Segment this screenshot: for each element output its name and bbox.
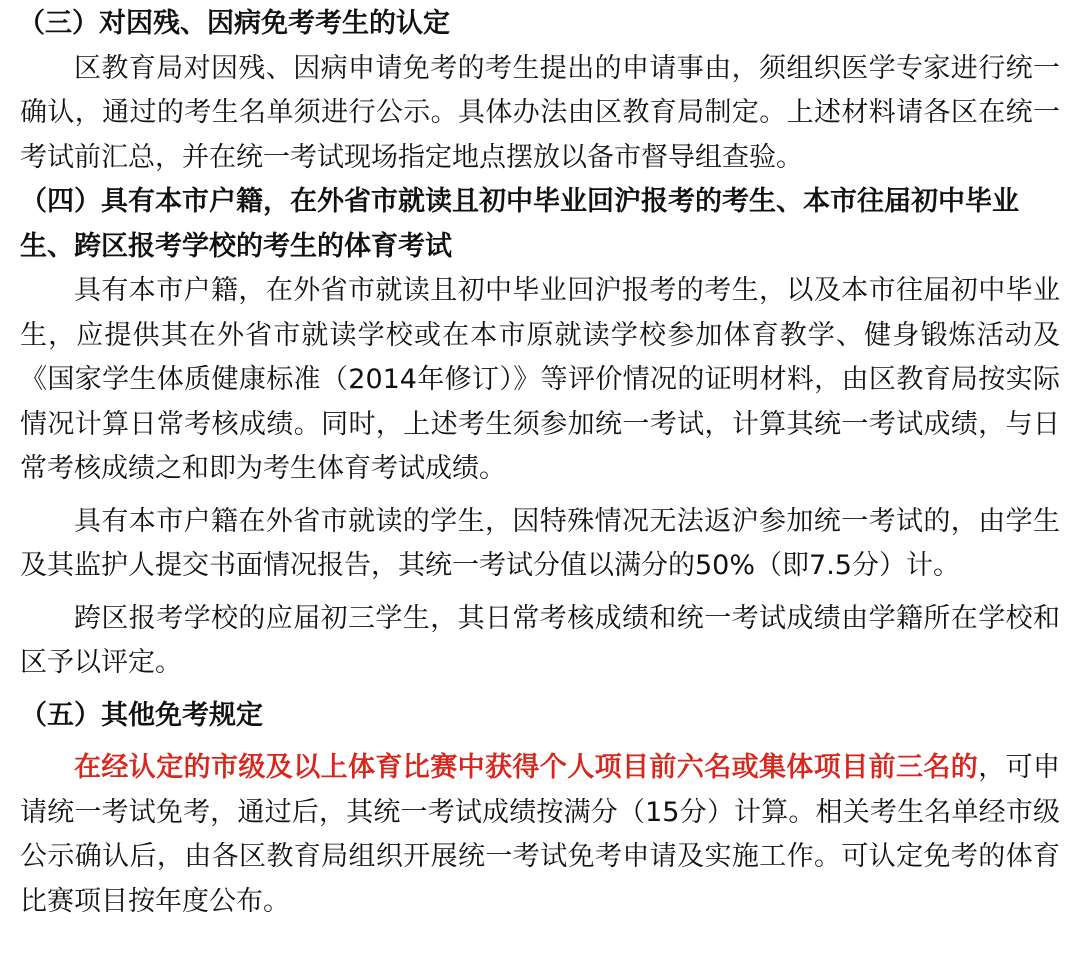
section-4-heading: （四）具有本市户籍，在外省市就读且初中毕业回沪报考的考生、本市往届初中毕业生、跨区报考学校的考生的体育考试	[20, 186, 1019, 262]
section-5-heading: （五）其他免考规定	[20, 699, 263, 731]
section-5-paragraph	[20, 746, 1060, 924]
section-4-paragraph-3: 跨区报考学校的应届初三学生，其日常考核成绩和统一考试成绩由学籍所在学校和区予以评定。	[20, 602, 1060, 678]
section-4-paragraph-2: 具有本市户籍在外省市就读的学生，因特殊情况无法返沪参加统一考试的，由学生及其监护人提交书面情况报告，其统一考试分值以满分的50%（即7.5分）计。	[20, 505, 1060, 581]
section-3-paragraph: 区教育局对因残、因病申请免考的考生提出的申请事由，须组织医学专家进行统一确认，通过的考生名单须进行公示。具体办法由区教育局制定。上述材料请各区在统一考试前汇总，并在统一考试现场指定地点摆放以备市督导组查验。	[20, 52, 1060, 173]
section-4-paragraph-1: 具有本市户籍，在外省市就读且初中毕业回沪报考的考生，以及本市往届初中毕业生，应提供其在外省市就读学校或在本市原就读学校参加体育教学、健身锻炼活动及《国家学生体质健康标准（2014年修订）》等评价情况的证明材料，由区教育局按实际情况计算日常考核成绩。同时，上述考生须参加统一考试，计算其统一考试成绩，与日常考核成绩之和即为考生体育考试成绩。	[20, 275, 1060, 484]
section-3-heading: （三）对因残、因病免考考生的认定	[18, 8, 450, 39]
highlighted-condition: 在经认定的市级及以上体育比赛中获得个人项目前六名或集体项目前三名的	[74, 752, 979, 783]
document-page	[0, 2, 1080, 978]
section-5-paragraph-rest: ，可申请统一考试免考，通过后，其统一考试成绩按满分（15分）计算。相关考生名单经市级公示确认后，由各区教育局组织开展统一考试免考申请及实施工作。可认定免考的体育比赛项目按年度公布。	[20, 752, 1061, 917]
